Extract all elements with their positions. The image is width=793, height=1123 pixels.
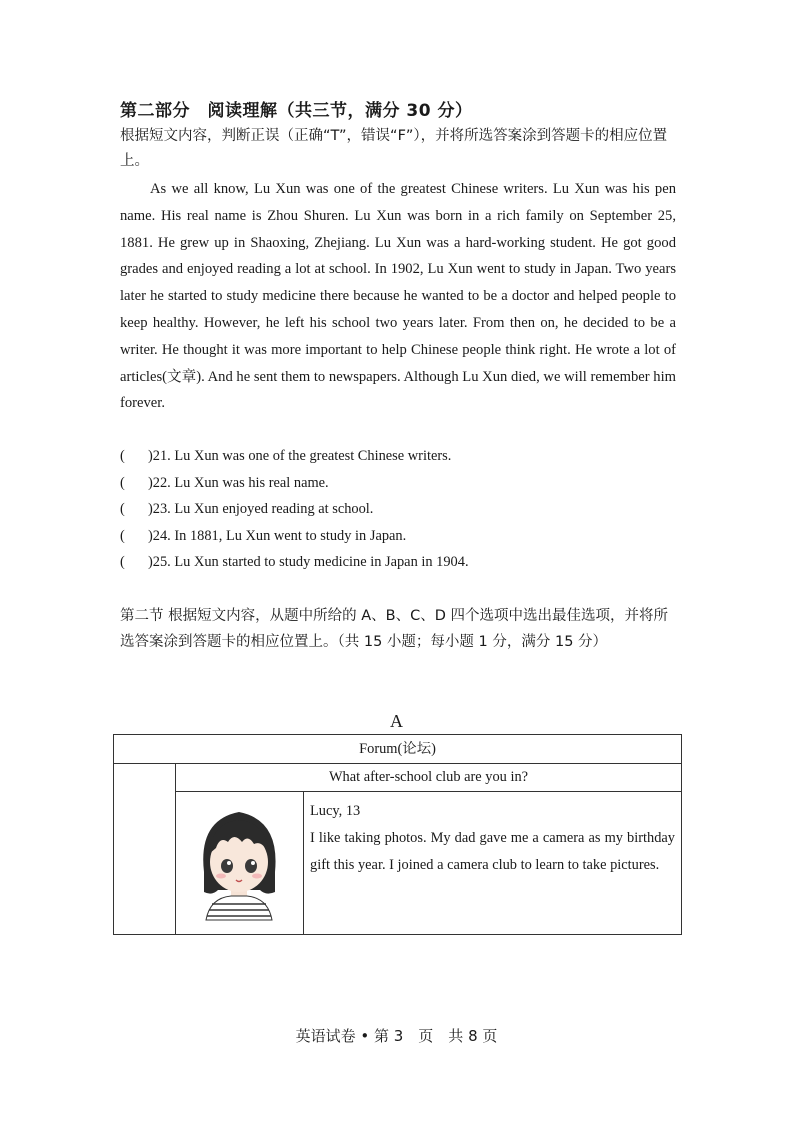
post-author: Lucy, 13 (310, 803, 361, 819)
forum-question: What after-school club are you in? (176, 764, 682, 792)
section-title: 第二部分 阅读理解（共三节，满分 30 分） (120, 101, 473, 121)
post-text: I like taking photos. My dad gave me a camera as my birthday gift this year. I joined a camera club to learn to take pictures. (310, 830, 675, 873)
answer-paren[interactable]: ( (120, 527, 125, 544)
question-21 (120, 443, 469, 470)
forum-title: Forum(论坛) (114, 735, 682, 764)
reading-passage (120, 176, 676, 417)
answer-paren[interactable]: ( (120, 554, 125, 571)
answer-paren[interactable]: ( (120, 501, 125, 518)
question-22 (120, 470, 469, 497)
question-text: )24. In 1881, Lu Xun went to study in Japan. (148, 527, 407, 544)
question-text: )21. Lu Xun was one of the greatest Chinese writers. (148, 448, 452, 464)
question-text: )22. Lu Xun was his real name. (148, 474, 329, 491)
question-list (120, 443, 469, 576)
section-two-instruction: 第二节 根据短文内容，从题中所给的 A、B、C、D 四个选项中选出最佳选项，并将所选答案涂到答题卡的相应位置上。（共 15 小题；每小题 1 分，满分 15 分） (120, 608, 668, 650)
question-text: )23. Lu Xun enjoyed reading at school. (148, 501, 374, 518)
passage-text: As we all know, Lu Xun was one of the greatest Chinese writers. Lu Xun was his pen name. His real name is Zhou Shuren. Lu Xun was born in a rich family on September 25, 1881. He grew up in Shaoxing, Zhejiang. Lu Xun was a hard-working student. He got good grades and enjoyed reading a lot at school. In 1902, Lu Xun went to study in Japan. Two years later he started to study medicine there because he wanted to be a doctor and helped people to keep healthy. However, he left his school two years later. From then on, he decided to be a writer. He thought it was more important to help Chinese people think right. He wrote a lot of articles(文章). And he sent them to newspapers. Although Lu Xun died, we will remember him forever. (120, 181, 676, 412)
question-text: )25. Lu Xun started to study medicine in Japan in 1904. (148, 554, 469, 571)
avatar (176, 792, 303, 929)
forum-table (113, 734, 682, 935)
forum-post (304, 792, 682, 935)
question-25 (120, 549, 469, 576)
answer-paren[interactable]: ( (120, 448, 125, 464)
answer-paren[interactable]: ( (120, 474, 125, 491)
empty-cell (114, 764, 176, 935)
page-footer: 英语试卷 • 第 3 页 共 8 页 (295, 1027, 498, 1045)
article-heading: A (390, 711, 403, 731)
question-23 (120, 496, 469, 523)
section-instruction: 根据短文内容，判断正误（正确“T”，错误“F”），并将所选答案涂到答题卡的相应位置上。 (120, 128, 668, 169)
avatar-cell (176, 792, 304, 935)
question-24 (120, 523, 469, 550)
